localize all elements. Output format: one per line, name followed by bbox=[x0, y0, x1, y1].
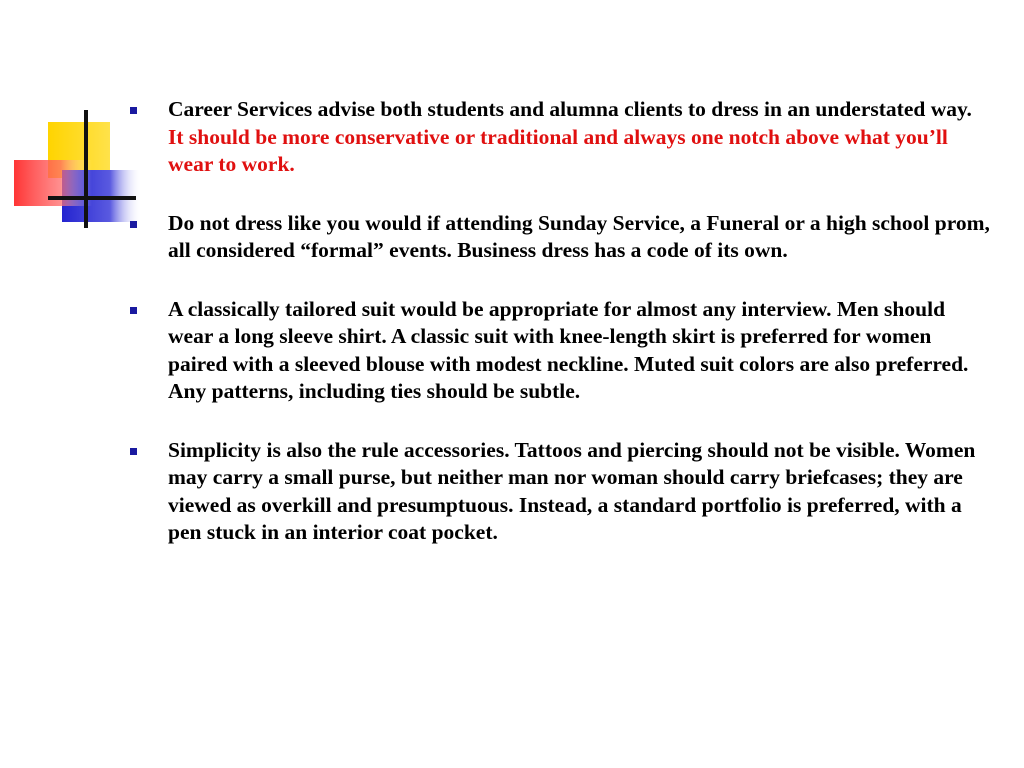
bullet-text: Career Services advise both students and alumna clients to dress in an understated way. bbox=[168, 97, 972, 121]
bullet-item-simplicity bbox=[130, 437, 990, 547]
bullet-item-tailored-suit bbox=[130, 296, 990, 406]
bullet-marker-icon bbox=[130, 221, 137, 228]
bullet-marker-icon bbox=[130, 307, 137, 314]
bullet-text: Simplicity is also the rule accessories. Tattoos and piercing should not be visible. Women may carry a small purse, but neither man nor woman should carry briefcases; they are viewed as overkill and presumptuous. Instead, a standard portfolio is preferred, with a pen stuck in an interior coat pocket. bbox=[168, 437, 976, 544]
bullet-item-dress-understated bbox=[130, 96, 990, 179]
bullet-accent-text: It should be more conservative or traditional and always one notch above what you’ll wear to work. bbox=[168, 124, 948, 176]
bullet-marker-icon bbox=[130, 107, 137, 114]
bullet-text: A classically tailored suit would be appropriate for almost any interview. Men should wear a long sleeve shirt. A classic suit with knee-length skirt is preferred for women paired with a sleeved blouse with modest neckline. Muted suit colors are also preferred. Any patterns, including ties should be subtle. bbox=[168, 296, 969, 403]
bullet-list bbox=[130, 96, 990, 578]
bullet-text: Do not dress like you would if attending Sunday Service, a Funeral or a high school prom, all considered “formal” events. Business dress has a code of its own. bbox=[168, 210, 990, 262]
bullet-marker-icon bbox=[130, 448, 137, 455]
bullet-item-not-formal bbox=[130, 210, 990, 265]
